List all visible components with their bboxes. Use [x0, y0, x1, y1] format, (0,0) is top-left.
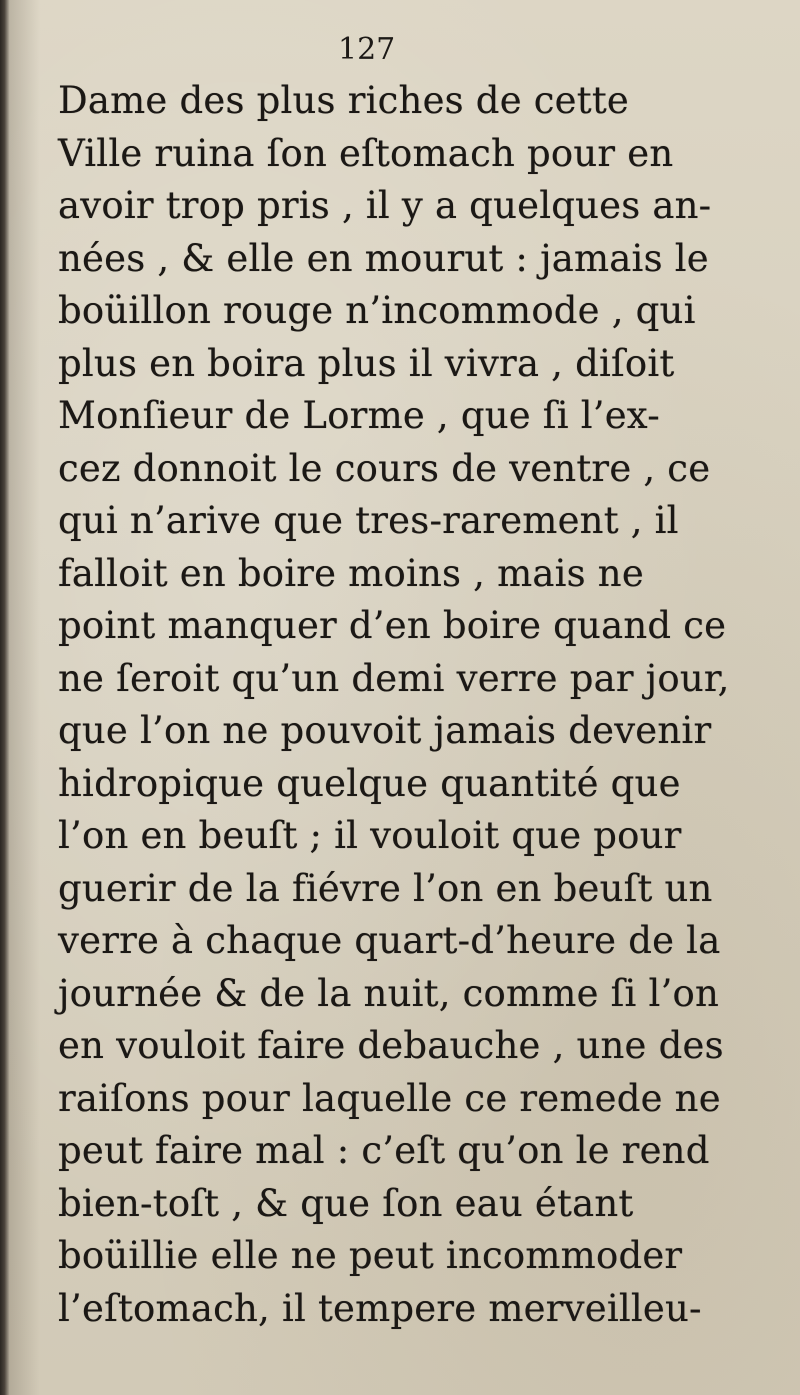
text-line: peut faire mal : c’eſt qu’on le rend: [58, 1129, 710, 1172]
body-text: [58, 75, 738, 1335]
text-line: cez donnoit le cours de ventre , ce: [58, 446, 711, 490]
page-gutter-edge: [0, 0, 10, 1395]
text-line: plus en boira plus il vivra , diſoit: [58, 341, 675, 385]
text-line: verre à chaque quart-d’heure de la: [58, 919, 721, 962]
text-line: en vouloit faire debauche , une des: [58, 1024, 724, 1067]
text-line: nées , & elle en mourut : jamais le: [58, 236, 709, 280]
text-line: journée & de la nuit, comme ſi l’on: [58, 971, 720, 1015]
text-line: hidropique quelque quantité que: [58, 761, 681, 805]
page-number: 127: [338, 32, 396, 67]
text-line: point manquer d’en boire quand ce: [58, 604, 727, 647]
gutter-shadow: [10, 0, 40, 1395]
text-line: qui n’arive que tres-rarement , il: [58, 499, 679, 542]
text-line: que l’on ne pouvoit jamais devenir: [58, 709, 712, 752]
text-line: Monſieur de Lorme , que ſi l’ex-: [58, 394, 660, 437]
text-line: falloit en boire moins , mais ne: [58, 551, 644, 595]
text-line: guerir de la fiévre l’on en beuſt un: [58, 866, 713, 910]
text-line: bien-toſt , & que ſon eau étant: [58, 1181, 634, 1225]
text-line: l’on en beuſt ; il vouloit que pour: [58, 814, 682, 857]
text-line: Ville ruina ſon eſtomach pour en: [58, 131, 674, 175]
text-line: ne ſeroit qu’un demi verre par jour,: [58, 656, 730, 700]
text-line: raiſons pour laquelle ce remede ne: [58, 1076, 721, 1120]
text-line: l’eſtomach, il tempere merveilleu-: [58, 1286, 702, 1330]
text-line: avoir trop pris , il y a quelques an-: [58, 184, 712, 227]
text-line: boüillon rouge n’incommode , qui: [58, 289, 696, 332]
text-line: Dame des plus riches de cette: [58, 79, 630, 122]
text-line: boüillie elle ne peut incommoder: [58, 1234, 683, 1277]
